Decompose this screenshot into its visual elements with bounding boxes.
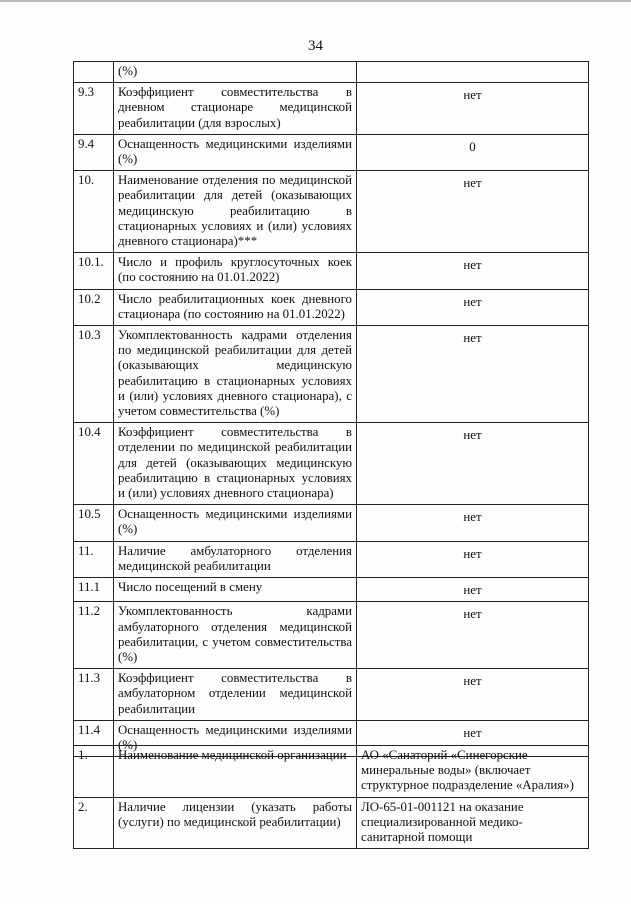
row-label: (%) (114, 62, 357, 83)
row-value: нет (357, 602, 589, 669)
row-label: Наличие амбулаторного отделения медицинской реабилитации (114, 541, 357, 577)
row-label: Число и профиль круглосуточных коек (по состоянию на 01.01.2022) (114, 253, 357, 289)
table-row (74, 326, 589, 423)
row-label: Укомплектованность кадрами отделения по медицинской реабилитации для детей (оказывающих медицинскую реабилитацию в стационарных условиях и (или) условиях дневного стационара), с учетом совместительства (%) (114, 326, 357, 423)
row-value: нет (357, 669, 589, 721)
table-row (74, 541, 589, 577)
organization-table (73, 745, 589, 849)
table-row (74, 289, 589, 325)
table-row (74, 83, 589, 135)
row-value: нет (357, 253, 589, 289)
row-value: нет (357, 578, 589, 602)
row-value (357, 62, 589, 83)
row-number: 10.5 (74, 505, 114, 541)
page-top-edge (0, 0, 631, 2)
row-number: 10.1. (74, 253, 114, 289)
row-number: 2. (74, 797, 114, 849)
row-number: 11.2 (74, 602, 114, 669)
table-row (74, 669, 589, 721)
row-number: 9.3 (74, 83, 114, 135)
row-value: нет (357, 505, 589, 541)
row-label: Укомплектованность кадрами амбулаторного отделения медицинской реабилитации, с учетом совместительства (%) (114, 602, 357, 669)
row-label: Оснащенность медицинскими изделиями (%) (114, 134, 357, 170)
row-value: нет (357, 423, 589, 505)
row-label: Число посещений в смену (114, 578, 357, 602)
row-number (74, 62, 114, 83)
table-row (74, 134, 589, 170)
row-value: нет (357, 541, 589, 577)
row-number: 11.4 (74, 720, 114, 756)
row-label: Коэффициент совместительства в дневном стационаре медицинской реабилитации (для взрослых) (114, 83, 357, 135)
row-value: нет (357, 289, 589, 325)
row-label: Коэффициент совместительства в отделении по медицинской реабилитации для детей (оказывающих медицинскую реабилитацию в стационарных условиях и (или) условиях дневного стационара) (114, 423, 357, 505)
row-number: 10.3 (74, 326, 114, 423)
row-value: нет (357, 171, 589, 253)
table-row (74, 578, 589, 602)
row-label: Наименование медицинской организации (114, 746, 357, 798)
row-label: Коэффициент совместительства в амбулаторном отделении медицинской реабилитации (114, 669, 357, 721)
page-number: 34 (308, 38, 323, 54)
table-row (74, 253, 589, 289)
table-row (74, 62, 589, 83)
row-number: 1. (74, 746, 114, 798)
row-label: Наименование отделения по медицинской реабилитации для детей (оказывающих медицинскую реабилитацию в стационарных условиях и (или) условиях дневного стационара)*** (114, 171, 357, 253)
row-label: Наличие лицензии (указать работы (услуги) по медицинской реабилитации) (114, 797, 357, 849)
indicators-table (73, 61, 589, 757)
row-label: Число реабилитационных коек дневного стационара (по состоянию на 01.01.2022) (114, 289, 357, 325)
row-number: 10. (74, 171, 114, 253)
row-number: 10.2 (74, 289, 114, 325)
row-number: 10.4 (74, 423, 114, 505)
row-value: АО «Санаторий «Синегорские минеральные воды» (включает структурное подразделение «Аралия») (357, 746, 589, 798)
row-value: 0 (357, 134, 589, 170)
row-number: 11. (74, 541, 114, 577)
row-label: Оснащенность медицинскими изделиями (%) (114, 720, 357, 756)
row-label: Оснащенность медицинскими изделиями (%) (114, 505, 357, 541)
table-row (74, 746, 589, 798)
table-row (74, 171, 589, 253)
row-number: 9.4 (74, 134, 114, 170)
table-row (74, 423, 589, 505)
table-row (74, 797, 589, 849)
table-row (74, 505, 589, 541)
row-number: 11.1 (74, 578, 114, 602)
table-row (74, 602, 589, 669)
row-value: ЛО-65-01-001121 на оказание специализированной медико-санитарной помощи (357, 797, 589, 849)
row-value: нет (357, 720, 589, 756)
row-number: 11.3 (74, 669, 114, 721)
row-value: нет (357, 83, 589, 135)
row-value: нет (357, 326, 589, 423)
